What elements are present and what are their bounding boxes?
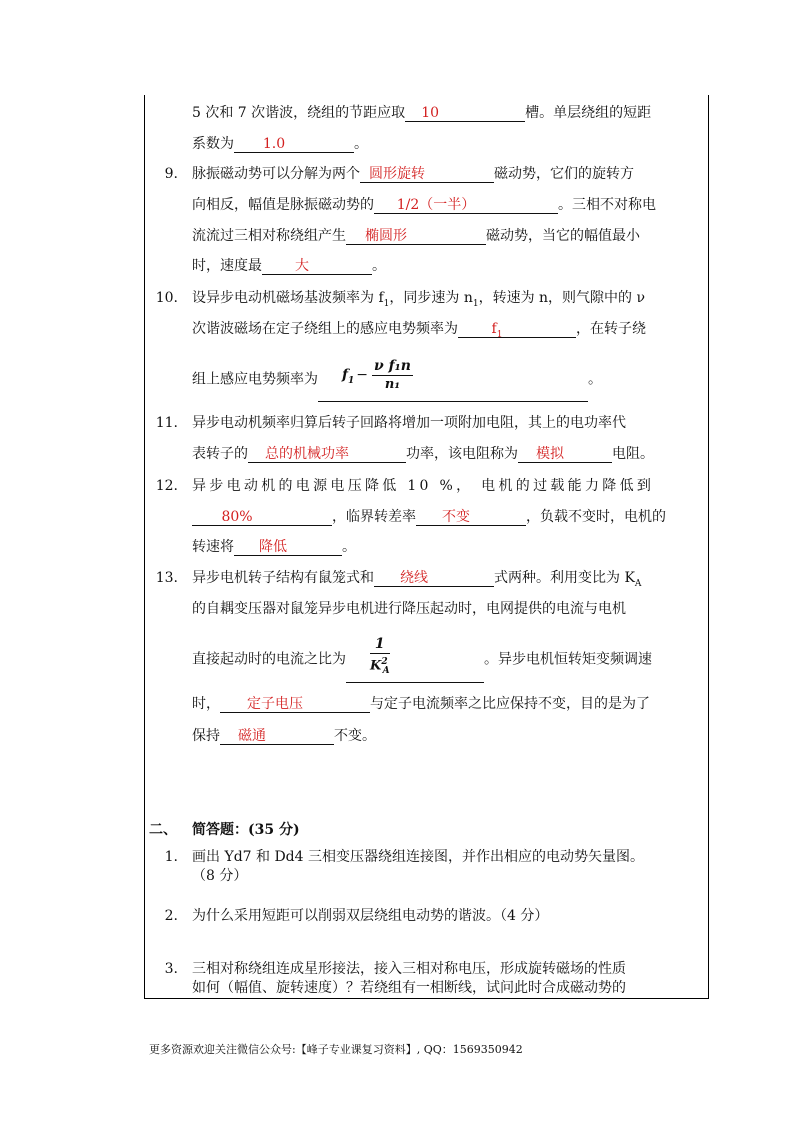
q12-answer-2: 不变 [416,508,526,526]
q10-line-1: 设异步电动机磁场基波频率为 $f_1$，同步速为 $n_1$，转速为 n，则气隙中的 ν [192,290,646,309]
q10-line-2: 次谐波磁场在定子绕组上的感应电势频率为 $f_1$ ，在转子绕 [192,321,646,340]
s2-q1-number: 1. [164,849,178,865]
q9-line-1: 脉振磁动势可以分解为两个 圆形旋转 磁动势，它们的旋转方 [192,166,634,182]
q9-answer-4: 大 [262,257,372,275]
q13-line-4: 时， 定子电压 与定子电流频率之比应保持不变，目的是为了 [192,696,650,712]
section-2-title: 简答题：(35 分) [192,822,300,838]
q9-answer-2: 1/2（一半） [374,196,558,214]
q9-number: 9. [164,166,178,182]
q12-line-3: 转速将 降低 。 [192,539,356,555]
s2-q3-line-2: 如何（幅值、旋转速度）？若绕组有一相断线，试问此时合成磁动势的 [192,980,626,996]
q13-line-5: 保持 磁通 不变。 [192,728,376,744]
q11-line-2: 表转子的 总的机械功率 功率，该电阻称为 模拟 电阻。 [192,446,654,462]
q11-number: 11. [155,415,178,431]
q12-line-2: 80% ，临界转差率 不变 ，负载不变时，电机的 [192,507,666,527]
q11-line-1: 异步电动机频率归算后转子回路将增加一项附加电阻，其上的电功率代 [192,415,626,431]
q11-answer-2: 模拟 [518,445,612,463]
page-footer: 更多资源欢迎关注微信公众号:【峰子专业课复习资料】, QQ：1569350942 [149,1043,523,1056]
q10-number: 10. [155,290,178,306]
s2-q3-line-1: 三相对称绕组连成星形接法，接入三相对称电压，形成旋转磁场的性质 [192,961,626,977]
q12-number: 12. [155,478,178,494]
q13-line-1: 异步电机转子结构有鼠笼式和 绕线 式两种。利用变比为 $K_A$ [192,570,642,589]
q13-formula: $\frac{1}{K^2_A}$ [346,636,484,683]
q8-line-1: 5 次和 7 次谐波，绕组的节距应取 10 槽。单层绕组的短距 [192,105,652,121]
q12-line-1: 异步电动机的电源电压降低 10 %， 电机的过载能力降低到 [192,478,655,494]
q9-line-4: 时，速度最 大 。 [192,258,386,274]
s2-q2-line-1: 为什么采用短距可以削弱双层绕组电动势的谐波。（4 分） [192,908,549,924]
q13-answer-2: 定子电压 [220,695,370,713]
q10-formula: $f_1$ − $\frac{\text{ν f₁n}}{\text{n₁}}$ [318,357,588,402]
q13-number: 13. [155,570,178,586]
q8-answer-2: 1.0 [234,135,354,153]
s2-q3-number: 3. [164,961,178,977]
q9-line-3: 流流过三相对称绕组产生 椭圆形 磁动势，当它的幅值最小 [192,228,640,244]
q10-line-3: 组上感应电势频率为 $f_1$ − $\frac{\text{ν f₁n}}{\text{n₁}}$ 。 [192,357,602,402]
q10-answer-1: $f_1$ [458,320,576,338]
s2-q1-line-2: （8 分） [192,868,248,884]
s2-q1-line-1: 画出 Yd7 和 Dd4 三相变压器绕组连接图，并作出相应的电动势矢量图。 [192,849,645,865]
q8-line-2: 系数为 1.0 。 [192,136,368,152]
q13-answer-3: 磁通 [220,727,334,745]
q12-answer-1: 80% [192,508,332,526]
q8-answer-1: 10 [405,104,525,122]
q13-answer-1: 绕线 [374,569,494,587]
q12-answer-3: 降低 [234,538,342,556]
q9-answer-1: 圆形旋转 [360,165,494,183]
q9-answer-3: 椭圆形 [346,227,486,245]
q13-line-3: 直接起动时的电流之比为 $\frac{1}{K^2_A}$ 。异步电机恒转矩变频调速 [192,636,652,683]
section-2-label: 二、 [149,822,177,838]
s2-q2-number: 2. [164,908,178,924]
q11-answer-1: 总的机械功率 [248,445,406,463]
q13-line-2: 的自耦变压器对鼠笼异步电机进行降压起动时，电网提供的电流与电机 [192,601,626,617]
q9-line-2: 向相反，幅值是脉振磁动势的 1/2（一半） 。三相不对称电 [192,197,656,213]
